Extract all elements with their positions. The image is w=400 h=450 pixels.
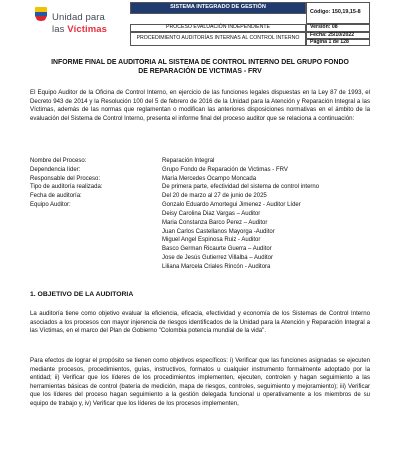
info-row xyxy=(30,175,370,184)
process-name: PROCESO EVALUACIÓN INDEPENDIENTE xyxy=(130,24,306,32)
report-title-line2: DE REPARACIÓN DE VICTIMAS - FRV xyxy=(138,68,262,76)
info-row xyxy=(30,157,370,166)
info-key: Fecha de auditoría: xyxy=(30,193,82,200)
colombia-shield-icon xyxy=(33,6,49,22)
info-key: Responsable del Proceso: xyxy=(30,175,101,182)
info-key: Tipo de auditoría realizada: xyxy=(30,184,103,191)
info-value: Grupo Fondo de Reparación de Victimas - FRV xyxy=(162,166,288,173)
info-row xyxy=(30,166,370,175)
logo-text-line1: Unidad para xyxy=(52,12,105,23)
info-key: Equipo Auditor: xyxy=(30,202,71,209)
logo-text-line2: las Víctimas xyxy=(52,24,108,35)
info-row xyxy=(30,192,370,201)
section-heading-objective: 1. OBJETIVO DE LA AUDITORIA xyxy=(30,291,134,298)
document-date: Fecha: 25/10/2022 xyxy=(306,32,370,39)
info-value: Del 20 de marzo al 27 de junio de 2025 xyxy=(162,193,267,200)
objective-paragraph: La auditoría tiene como objetivo evaluar la eficiencia, eficacia, efectividad y economía de los Sistemas de Control Interno asociados a los procesos con mayor injerencia de riesgos identificados de la Unidad para la Atención y Reparación Integral a las Víctimas, en el marco del Plan de Gobierno "Colombia potencia mundial de la vida". xyxy=(30,310,370,335)
team-member: Juan Carlos Castellanos Mayorga -Auditor xyxy=(162,228,275,235)
audit-info-table xyxy=(30,157,370,272)
specific-objectives-paragraph: Para efectos de lograr el propósito se tienen como objetivos específicos: i) Verificar que las funciones asignadas se ejecuten mediante procesos, procedimientos, guías, instructivos, formatos u cualquier instrumento formalmente adoptado por la entidad; ii) Verificar que los líderes de los procedimientos implementen, ejecuten, controlen y hagan seguimiento a las herramientas básicas de control (batería de medición, mapa de riesgos, controles, seguimiento y mejoramiento); iii) Verificar que los líderes del proceso hagan seguimiento a la gestión delegada funcional u operativamente a los miembros de su equipo de trabajo y, iv) Verificar que los líderes de los procesos implementen, xyxy=(30,357,370,407)
team-member: Maria Constanza Barco Perez – Auditor xyxy=(162,219,268,226)
info-value: De primera parte, efectividad del sistema de control interno xyxy=(162,184,320,191)
header-right-block xyxy=(306,2,370,50)
team-member: Jose de Jesús Gutierrez Villalba – Auditor xyxy=(162,254,273,261)
team-member: Miguel Angel Espinosa Ruiz - Auditor xyxy=(162,237,261,244)
info-key: Nombre del Proceso: xyxy=(30,158,87,164)
procedure-name: PROCEDIMIENTO AUDITORÍAS INTERNAS AL CONTROL INTERNO xyxy=(130,32,306,46)
page-number: Página 1 de 128 xyxy=(306,39,370,46)
document-header xyxy=(30,2,370,50)
document-version: Versión: 08 xyxy=(306,24,370,32)
info-row xyxy=(30,183,370,192)
team-list xyxy=(162,201,370,272)
info-key: Dependencia líder: xyxy=(30,166,81,173)
team-member: Basco German Ricaurte Guerra – Auditor xyxy=(162,246,272,253)
header-center-block xyxy=(130,2,306,50)
info-value: María Mercedes Ocampo Moncada xyxy=(162,175,257,182)
intro-paragraph: El Equipo Auditor de la Oficina de Control Interno, en ejercicio de las funciones legales dispuestas en la Ley 87 de 1993, el Decreto 943 de 2014 y la Resolución 100 del 5 de febrero de 2016 de la Unidad para la Atención y Reparación Integral a las Víctimas, además de las normas que reglamentan o modifican las anteriores disposiciones normativas en el ámbito de la evaluación del Sistema de Control Interno, presenta el informe final del proceso auditor que se relaciona a continuación: xyxy=(30,89,370,122)
system-title: SISTEMA INTEGRADO DE GESTIÓN xyxy=(130,2,306,14)
entity-logo xyxy=(30,2,130,50)
report-title xyxy=(30,58,370,77)
document-code: Código: 150,19,15-8 xyxy=(306,2,370,24)
team-member: Gonzalo Eduardo Amortegui Jimenez - Auditor Líder xyxy=(162,202,301,209)
info-value: Reparación Integral xyxy=(162,158,215,164)
team-member: Liliana Marcela Criales Rincón - Auditora xyxy=(162,263,271,270)
report-title-line1: INFORME FINAL DE AUDITORIA AL SISTEMA DE CONTROL INTERNO DEL GRUPO FONDO xyxy=(51,59,349,66)
info-row-team xyxy=(30,201,370,272)
team-member: Deisy Carolina Diaz Vargas – Auditor xyxy=(162,210,261,217)
